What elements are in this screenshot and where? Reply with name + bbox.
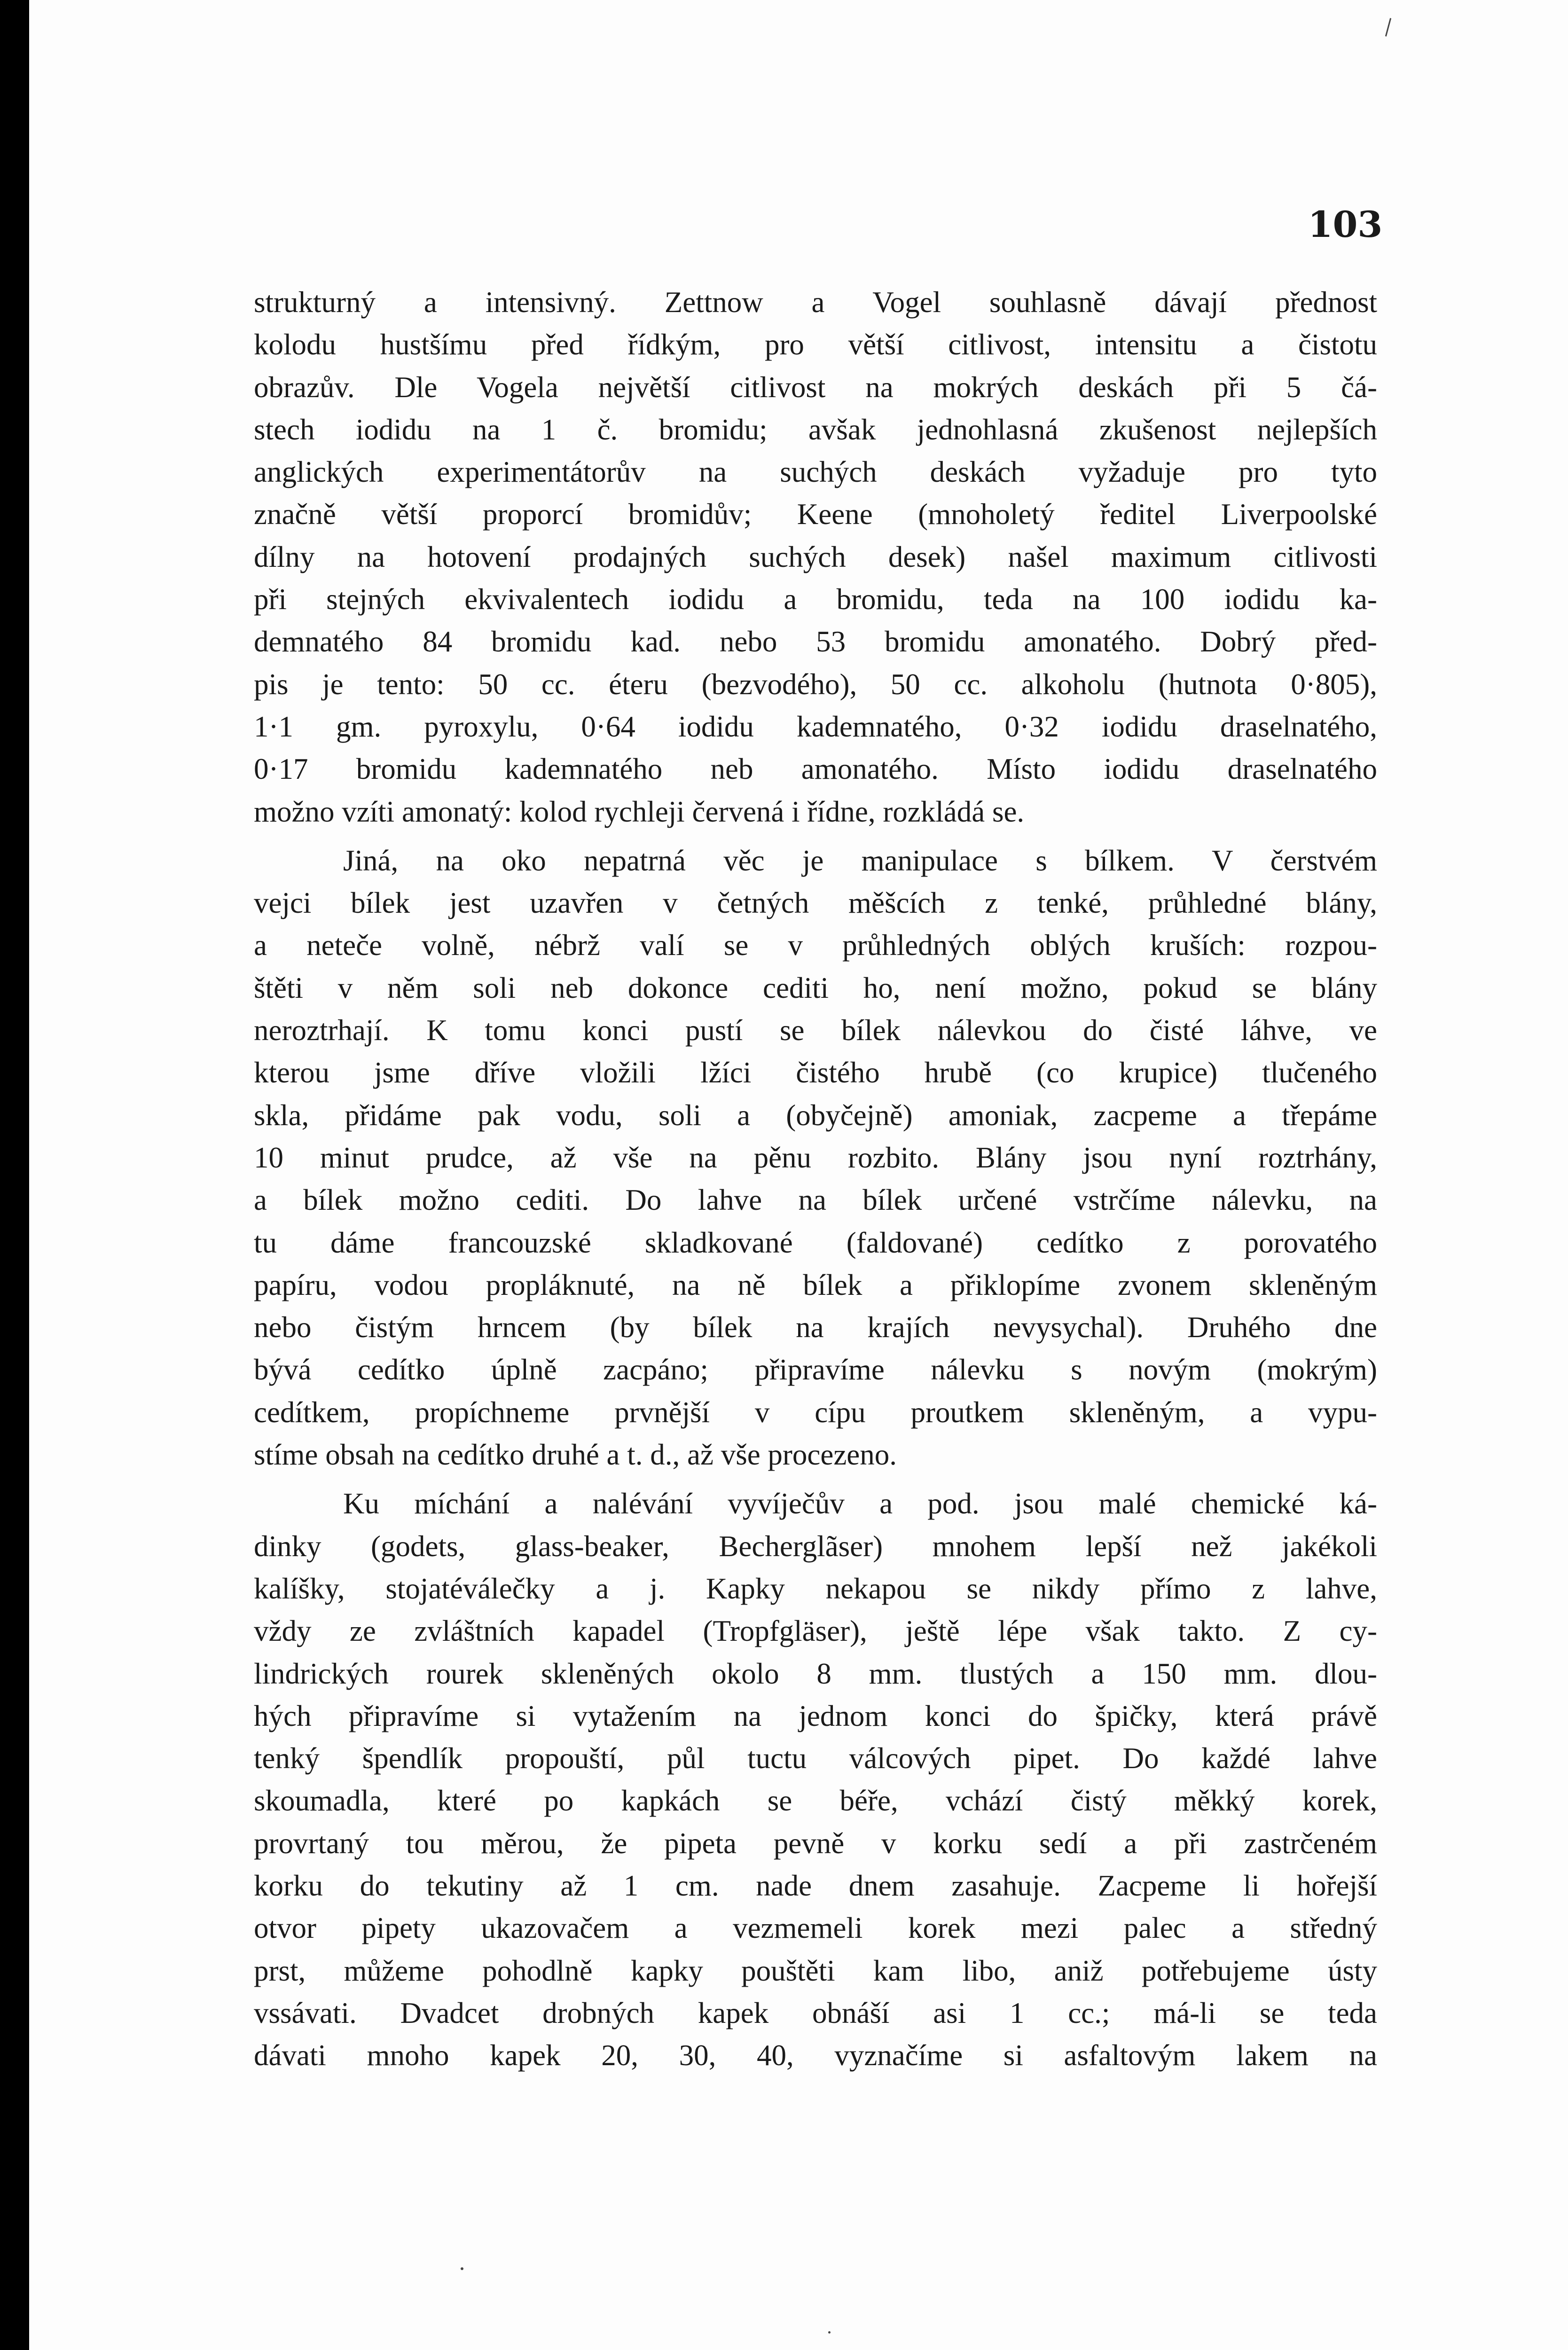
text-line: Jiná, na oko nepatrná věc je manipulace s bílkem. V čerstvém xyxy=(343,844,1377,877)
paragraph-3 xyxy=(254,1482,1377,2076)
text-line: dinky (godets, glass-beaker, Becherglãser) mnohem lepší než jakékoli xyxy=(254,1529,1377,1563)
text-line: při stejných ekvivalentech iodidu a bromidu, teda na 100 iodidu ka- xyxy=(254,583,1377,616)
scan-speck xyxy=(828,2331,831,2334)
text-line: skoumadla, které po kapkách se béře, vchází čistý měkký korek, xyxy=(254,1784,1377,1817)
text-line: bývá cedítko úplně zacpáno; připravíme nálevku s novým (mokrým) xyxy=(254,1353,1377,1386)
text-line: kolodu hustšímu před řídkým, pro větší citlivost, intensitu a čistotu xyxy=(254,328,1377,361)
body-text xyxy=(254,281,1377,2076)
scan-speck xyxy=(461,2267,463,2270)
text-line: skla, přidáme pak vodu, soli a (obyčejně) amoniak, zacpeme a třepáme xyxy=(254,1098,1377,1132)
text-line: štěti v něm soli neb dokonce cediti ho, není možno, pokud se blány xyxy=(254,971,1377,1004)
paragraph-1 xyxy=(254,281,1377,833)
text-line: korku do tekutiny až 1 cm. nade dnem zasahuje. Zacpeme li hořejší xyxy=(254,1869,1377,1902)
text-line: otvor pipety ukazovačem a vezmemeli korek mezi palec a středný xyxy=(254,1911,1377,1945)
text-line: stech iodidu na 1 č. bromidu; avšak jednohlasná zkušenost nejlepších xyxy=(254,413,1377,446)
text-line: provrtaný tou měrou, že pipeta pevně v korku sedí a při zastrčeném xyxy=(254,1826,1377,1860)
text-line: Ku míchání a nalévání vyvíječův a pod. jsou malé chemické ká- xyxy=(343,1487,1377,1520)
paragraph-gap xyxy=(254,833,1377,839)
text-line: demnatého 84 bromidu kad. nebo 53 bromidu amonatého. Dobrý před- xyxy=(254,625,1377,658)
text-line: stíme obsah na cedítko druhé a t. d., až vše procezeno. xyxy=(254,1438,897,1472)
text-line: dílny na hotovení prodajných suchých desek) našel maximum citlivosti xyxy=(254,540,1377,573)
text-line: tu dáme francouzské skladkované (faldované) cedítko z porovatého xyxy=(254,1226,1377,1259)
scan-speck xyxy=(1385,18,1391,36)
text-line: nebo čistým hrncem (by bílek na krajích nevysychal). Druhého dne xyxy=(254,1311,1377,1344)
text-line: cedítkem, propíchneme prvnější v cípu proutkem skleněným, a vypu- xyxy=(254,1395,1377,1429)
text-line: vždy ze zvláštních kapadel (Tropfgläser), ještě lépe však takto. Z cy- xyxy=(254,1614,1377,1648)
text-line: pis je tento: 50 cc. éteru (bezvodého), 50 cc. alkoholu (hutnota 0·805), xyxy=(254,667,1377,701)
text-line: 0·17 bromidu kademnatého neb amonatého. Místo iodidu draselnatého xyxy=(254,752,1377,786)
text-line: obrazův. Dle Vogela největší citlivost na mokrých deskách při 5 čá- xyxy=(254,370,1377,404)
document-page xyxy=(29,0,1568,2350)
text-line: dávati mnoho kapek 20, 30, 40, vyznačíme si asfaltovým lakem na xyxy=(254,2039,1377,2072)
page-number: 103 xyxy=(1308,204,1383,245)
paragraph-gap xyxy=(254,1476,1377,1482)
text-line: kalíšky, stojatéválečky a j. Kapky nekapou se nikdy přímo z lahve, xyxy=(254,1572,1377,1605)
text-line: a neteče volně, nébrž valí se v průhledných oblých kruších: rozpou- xyxy=(254,929,1377,962)
text-line: hých připravíme si vytažením na jednom konci do špičky, která právě xyxy=(254,1699,1377,1732)
text-line: vssávati. Dvadcet drobných kapek obnáší asi 1 cc.; má-li se teda xyxy=(254,1996,1377,2029)
text-line: tenký špendlík propouští, půl tuctu válcových pipet. Do každé lahve xyxy=(254,1742,1377,1775)
text-line: anglických experimentátorův na suchých deskách vyžaduje pro tyto xyxy=(254,455,1377,489)
text-line: a bílek možno cediti. Do lahve na bílek určené vstrčíme nálevku, na xyxy=(254,1183,1377,1217)
text-line: papíru, vodou propláknuté, na ně bílek a přiklopíme zvonem skleněným xyxy=(254,1268,1377,1301)
text-line: neroztrhají. K tomu konci pustí se bílek nálevkou do čisté láhve, ve xyxy=(254,1014,1377,1047)
text-line: vejci bílek jest uzavřen v četných měšcích z tenké, průhledné blány, xyxy=(254,886,1377,920)
text-line: možno vzíti amonatý: kolod rychleji červená i řídne, rozkládá se. xyxy=(254,795,1025,828)
paragraph-2 xyxy=(254,839,1377,1476)
text-line: lindrických rourek skleněných okolo 8 mm. tlustých a 150 mm. dlou- xyxy=(254,1657,1377,1690)
text-line: 10 minut prudce, až vše na pěnu rozbito. Blány jsou nyní roztrhány, xyxy=(254,1141,1377,1174)
text-line: kterou jsme dříve vložili lžíci čistého hrubě (co krupice) tlučeného xyxy=(254,1056,1377,1089)
text-line: prst, můžeme pohodlně kapky pouštěti kam libo, aniž potřebujeme ústy xyxy=(254,1954,1377,1987)
text-line: 1·1 gm. pyroxylu, 0·64 iodidu kademnatého, 0·32 iodidu draselnatého, xyxy=(254,710,1377,743)
text-line: značně větší proporcí bromidův; Keene (mnoholetý ředitel Liverpoolské xyxy=(254,498,1377,531)
text-line: strukturný a intensivný. Zettnow a Vogel souhlasně dávají přednost xyxy=(254,286,1377,319)
